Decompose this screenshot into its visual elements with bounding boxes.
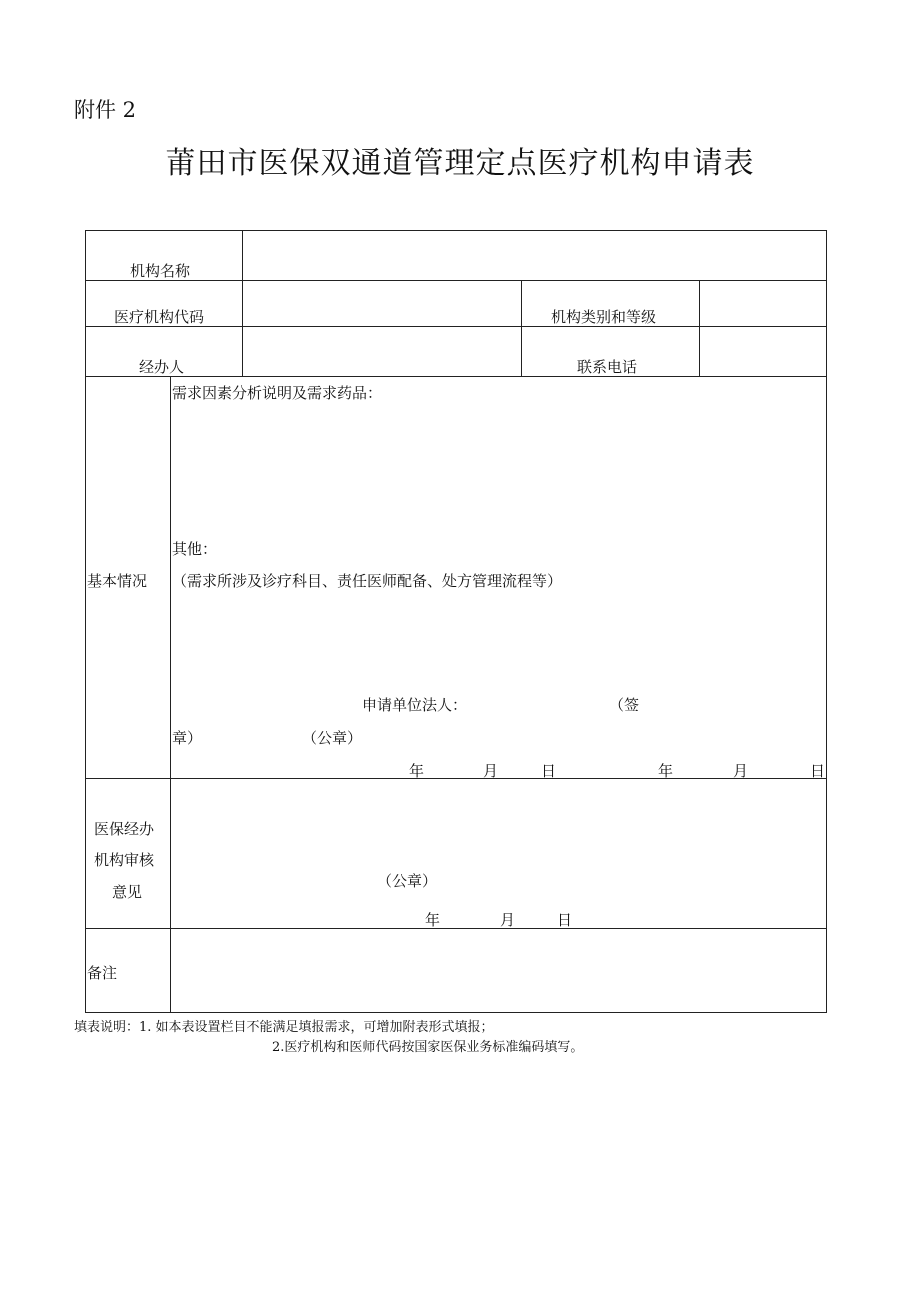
category-level-field[interactable] (701, 282, 824, 324)
sign-close-text: 章） (172, 729, 203, 747)
review-day-label: 日 (557, 911, 573, 929)
category-level-label: 机构类别和等级 (551, 308, 657, 326)
institution-code-label: 医疗机构代码 (114, 308, 205, 326)
phone-field[interactable] (701, 328, 824, 374)
date-year-label-2: 年 (658, 762, 674, 780)
institution-code-field[interactable] (244, 282, 519, 324)
other-prompt: 其他： (172, 540, 218, 558)
page-title: 莆田市医保双通道管理定点医疗机构申请表 (165, 146, 755, 181)
review-year-label: 年 (425, 911, 441, 929)
sign-open-text: （签 (609, 696, 640, 714)
seal-label: （公章） (302, 729, 363, 747)
date-month-label-2: 月 (733, 762, 749, 780)
review-month-label: 月 (500, 911, 516, 929)
review-label-line3: 意见 (112, 883, 143, 901)
attachment-label: 附件 2 (74, 98, 137, 122)
handler-field[interactable] (244, 328, 519, 374)
remarks-label: 备注 (87, 964, 118, 982)
handler-label: 经办人 (139, 358, 185, 376)
review-seal-label: （公章） (377, 872, 438, 890)
review-label-line2: 机构审核 (94, 851, 155, 869)
legal-rep-label: 申请单位法人： (362, 696, 468, 714)
demand-analysis-prompt: 需求因素分析说明及需求药品： (172, 384, 383, 402)
date-day-label-2: 日 (810, 762, 826, 780)
phone-label: 联系电话 (577, 358, 638, 376)
basic-info-label: 基本情况 (87, 572, 148, 590)
date-day-label: 日 (541, 762, 557, 780)
other-hint: （需求所涉及诊疗科目、责任医师配备、处方管理流程等） (172, 572, 563, 590)
institution-name-label: 机构名称 (130, 262, 191, 280)
footnote-line2: 2.医疗机构和医师代码按国家医保业务标准编码填写。 (272, 1040, 584, 1055)
review-label-line1: 医保经办 (94, 820, 155, 838)
institution-name-field[interactable] (244, 232, 824, 278)
date-year-label: 年 (409, 762, 425, 780)
date-month-label: 月 (483, 762, 499, 780)
footnote-line1: 填表说明：1. 如本表设置栏目不能满足填报需求，可增加附表形式填报； (74, 1020, 494, 1035)
remarks-field[interactable] (172, 930, 824, 1010)
